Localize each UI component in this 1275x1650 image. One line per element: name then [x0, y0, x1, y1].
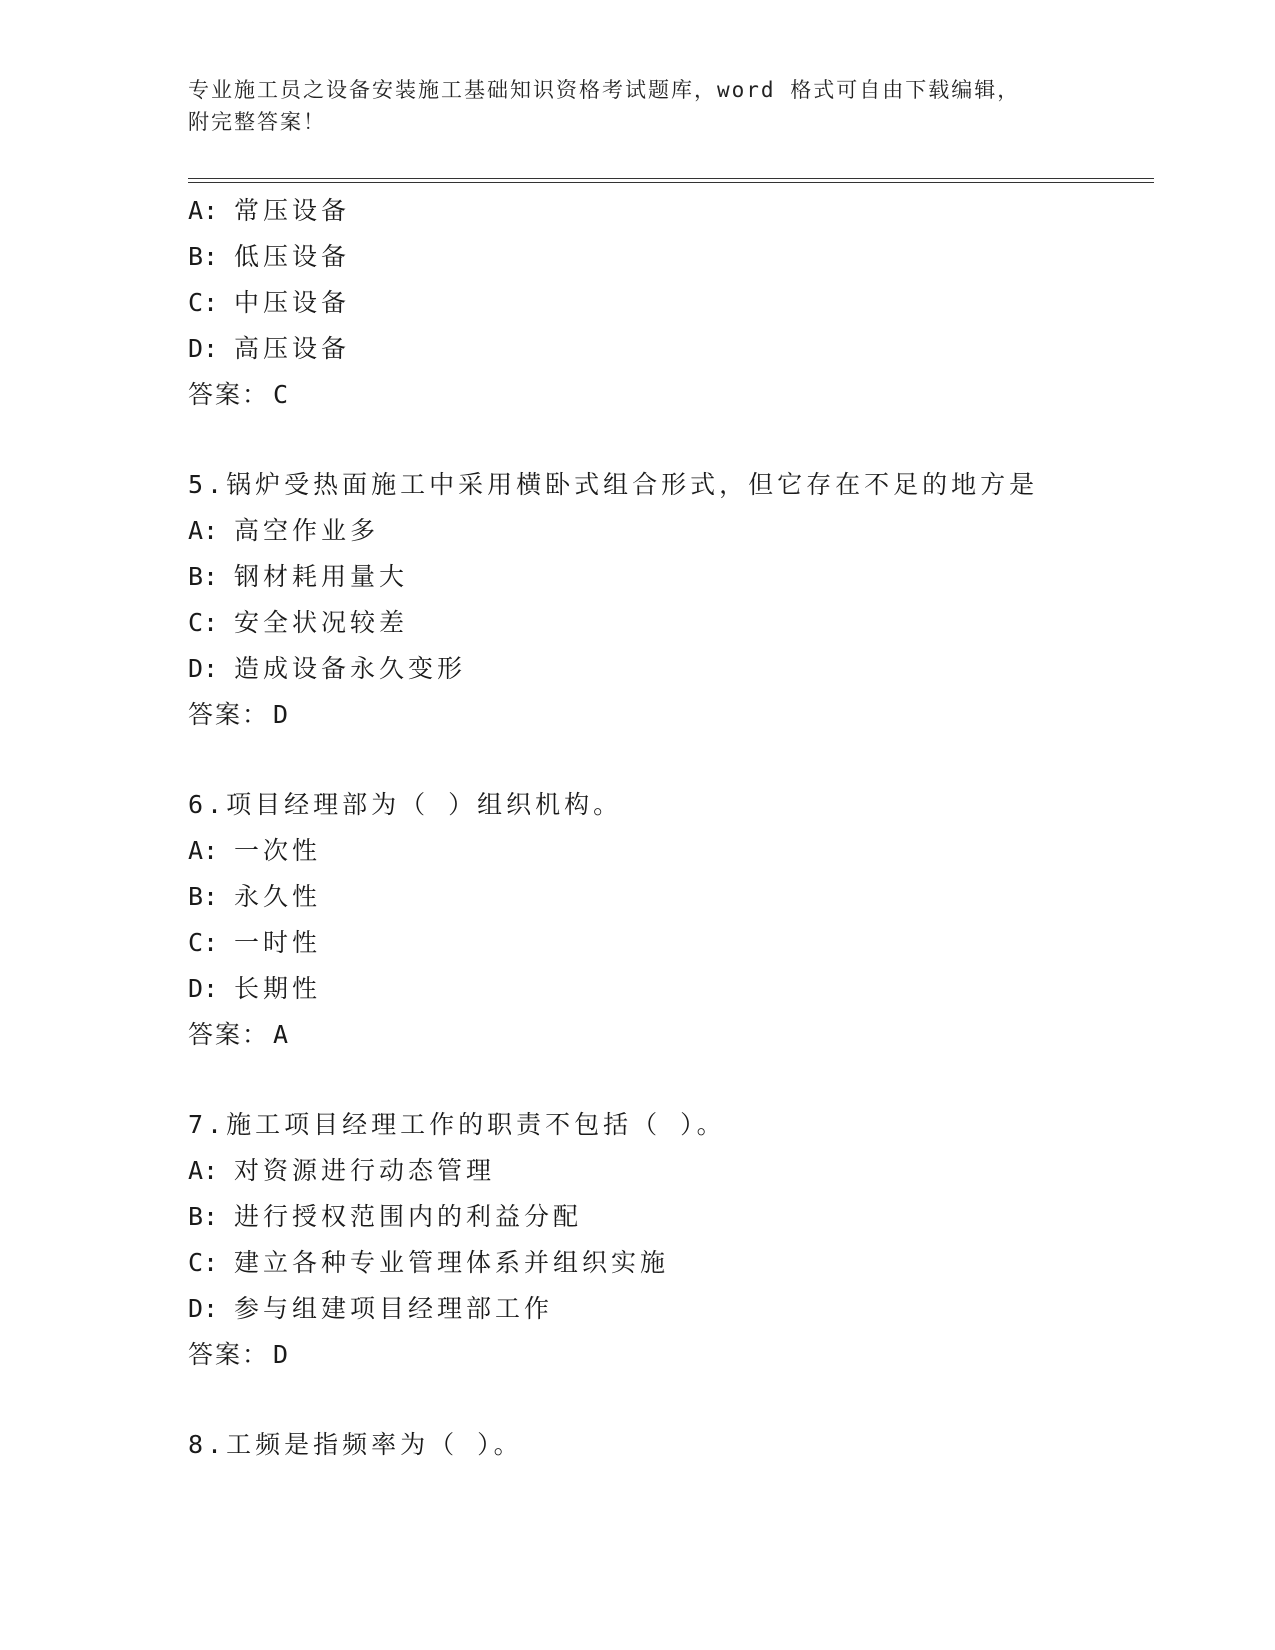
option-c: C: 安全状况较差	[188, 608, 409, 637]
question-block-6	[188, 782, 1154, 1058]
question-list	[188, 188, 1154, 1468]
option-b: B: 进行授权范围内的利益分配	[188, 1202, 583, 1231]
answer-line: 答案： D	[188, 1340, 291, 1369]
option-d: D: 造成设备永久变形	[188, 654, 467, 683]
option-c: C: 一时性	[188, 928, 322, 957]
question-block-4	[188, 188, 1154, 418]
option-d: D: 参与组建项目经理部工作	[188, 1294, 554, 1323]
question-block-8	[188, 1422, 1154, 1468]
option-c: C: 建立各种专业管理体系并组织实施	[188, 1248, 670, 1277]
option-c: C: 中压设备	[188, 288, 351, 317]
option-a: A: 对资源进行动态管理	[188, 1156, 496, 1185]
answer-value: C	[273, 380, 291, 409]
option-b: B: 低压设备	[188, 242, 351, 271]
question-block-5	[188, 462, 1154, 738]
option-d: D: 高压设备	[188, 334, 351, 363]
answer-value: A	[273, 1020, 291, 1049]
answer-line: 答案： C	[188, 380, 291, 409]
option-a: A: 常压设备	[188, 196, 351, 225]
answer-value: D	[273, 1340, 291, 1369]
question-text: 8.工频是指频率为（ ）。	[188, 1430, 523, 1459]
document-header	[188, 74, 1088, 138]
header-double-rule	[188, 178, 1154, 183]
option-a: A: 高空作业多	[188, 516, 380, 545]
question-block-7	[188, 1102, 1154, 1378]
header-line-1: 专业施工员之设备安装施工基础知识资格考试题库，word 格式可自由下载编辑，	[188, 78, 1021, 102]
answer-value: D	[273, 700, 291, 729]
option-a: A: 一次性	[188, 836, 322, 865]
option-b: B: 永久性	[188, 882, 322, 911]
question-text: 5.锅炉受热面施工中采用横卧式组合形式，但它存在不足的地方是	[188, 470, 1039, 499]
answer-line: 答案： A	[188, 1020, 291, 1049]
answer-line: 答案： D	[188, 700, 291, 729]
question-text: 7.施工项目经理工作的职责不包括（ ）。	[188, 1110, 726, 1139]
question-text: 6.项目经理部为（ ）组织机构。	[188, 790, 623, 819]
option-b: B: 钢材耗用量大	[188, 562, 409, 591]
header-line-2: 附完整答案！	[188, 110, 326, 134]
option-d: D: 长期性	[188, 974, 322, 1003]
